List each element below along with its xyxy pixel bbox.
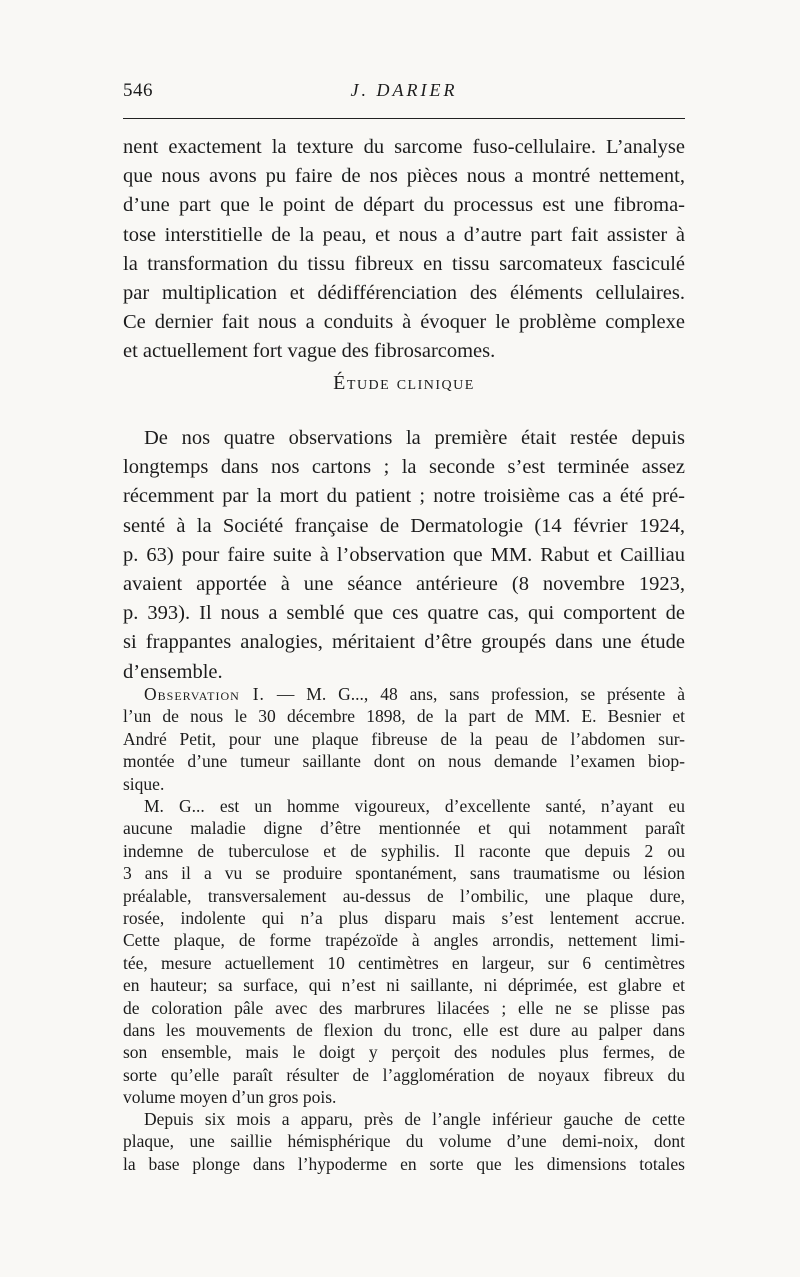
text-line: André Petit, pour une plaque fibreuse de la peau de l’abdomen sur- <box>123 728 685 749</box>
clinical-paragraph <box>123 424 685 687</box>
text-line: l’un de nous le 30 décembre 1898, de la part de MM. E. Besnier et <box>123 706 685 727</box>
text-line: la base plonge dans l’hypoderme en sorte que les dimensions totales <box>123 1153 685 1174</box>
text-line: dans les mouvements de flexion du tronc, elle est dure au palper dans <box>123 1019 685 1040</box>
text-line: 3 ans il a vu se produire spontanément, sans traumatisme ou lésion <box>123 863 685 884</box>
text-line: et actuellement fort vague des fibrosarcomes. <box>123 340 496 363</box>
observation-first-line: — M. G..., 48 ans, sans profession, se présente à <box>264 684 685 704</box>
text-line: en hauteur; sa surface, qui n’est ni saillante, ni déprimée, est glabre et <box>123 975 685 996</box>
text-line: Ce dernier fait nous a conduits à évoquer le problème complexe <box>123 311 685 334</box>
text-line: d’une part que le point de départ du processus est une fibroma- <box>123 194 685 217</box>
text-line: indemne de tuberculose et de syphilis. Il raconte que depuis 2 ou <box>123 840 685 861</box>
text-line: nent exactement la texture du sarcome fuso-cellulaire. L’analyse <box>123 136 685 158</box>
page-number: 546 <box>123 80 153 101</box>
text-line: rosée, indolente qui n’a plus disparu mais s’est lentement accrue. <box>123 907 685 928</box>
observation-paragraph <box>123 683 685 795</box>
text-line: p. 63) pour faire suite à l’observation que MM. Rabut et Cailliau <box>123 543 685 566</box>
text-line: que nous avons pu faire de nos pièces nous a montré nettement, <box>123 165 685 188</box>
text-line: de coloration pâle avec des marbrures lilacées ; elle ne se plisse pas <box>123 997 685 1018</box>
text-line: De nos quatre observations la première était restée depuis <box>144 427 685 449</box>
text-line: plaque, une saillie hémisphérique du volume d’une demi-noix, dont <box>123 1131 685 1152</box>
text-line: préalable, transversalement au-dessus de l’ombilic, une plaque dure, <box>123 885 685 906</box>
running-head <box>123 80 685 104</box>
text-line: tée, mesure actuellement 10 centimètres en largeur, sur 6 centimètres <box>123 952 685 973</box>
observation-label: Observation I. <box>144 684 265 704</box>
intro-paragraph <box>123 133 685 367</box>
text-line: Depuis six mois a apparu, près de l’angle inférieur gauche de cette <box>144 1109 685 1129</box>
text-line: longtemps dans nos cartons ; la seconde s’est terminée assez <box>123 456 685 479</box>
text-line: sorte qu’elle paraît résulter de l’agglomération de noyaux fibreux du <box>123 1064 685 1085</box>
text-line: avaient apportée à une séance antérieure (8 novembre 1923, <box>123 572 685 595</box>
text-line: par multiplication et dédifférenciation des éléments cellulaires. <box>123 281 685 304</box>
text-line: senté à la Société française de Dermatologie (14 février 1924, <box>123 514 685 537</box>
text-line: aucune maladie digne d’être mentionnée et qui notamment paraît <box>123 818 685 839</box>
tumor-paragraph <box>123 1108 685 1175</box>
text-line: sique. <box>123 773 165 794</box>
text-line <box>123 683 685 705</box>
text-line: montée d’une tumeur saillante dont on nous demande l’examen biop- <box>123 751 685 772</box>
text-line: son ensemble, mais le doigt y perçoit des nodules plus fermes, de <box>123 1042 685 1063</box>
header-rule <box>123 118 685 119</box>
text-line: si frappantes analogies, méritaient d’être groupés dans une étude <box>123 631 685 654</box>
text-line: volume moyen d’un gros pois. <box>123 1087 337 1108</box>
text-line: la transformation du tissu fibreux en tissu sarcomateux fasciculé <box>123 252 685 275</box>
text-line: Cette plaque, de forme trapézoïde à angles arrondis, nettement limi- <box>123 930 685 951</box>
running-head-author: J. DARIER <box>350 80 458 100</box>
text-line: d’ensemble. <box>123 660 223 683</box>
text-line: tose interstitielle de la peau, et nous a d’autre part fait assister à <box>123 223 685 246</box>
text-line: récemment par la mort du patient ; notre troisième cas a été pré- <box>123 485 685 508</box>
text-line: p. 393). Il nous a semblé que ces quatre cas, qui comportent de <box>123 602 685 625</box>
section-title: Étude clinique <box>333 372 475 394</box>
observation-description-paragraph <box>123 795 685 1108</box>
text-line: M. G... est un homme vigoureux, d’excellente santé, n’ayant eu <box>144 796 685 816</box>
